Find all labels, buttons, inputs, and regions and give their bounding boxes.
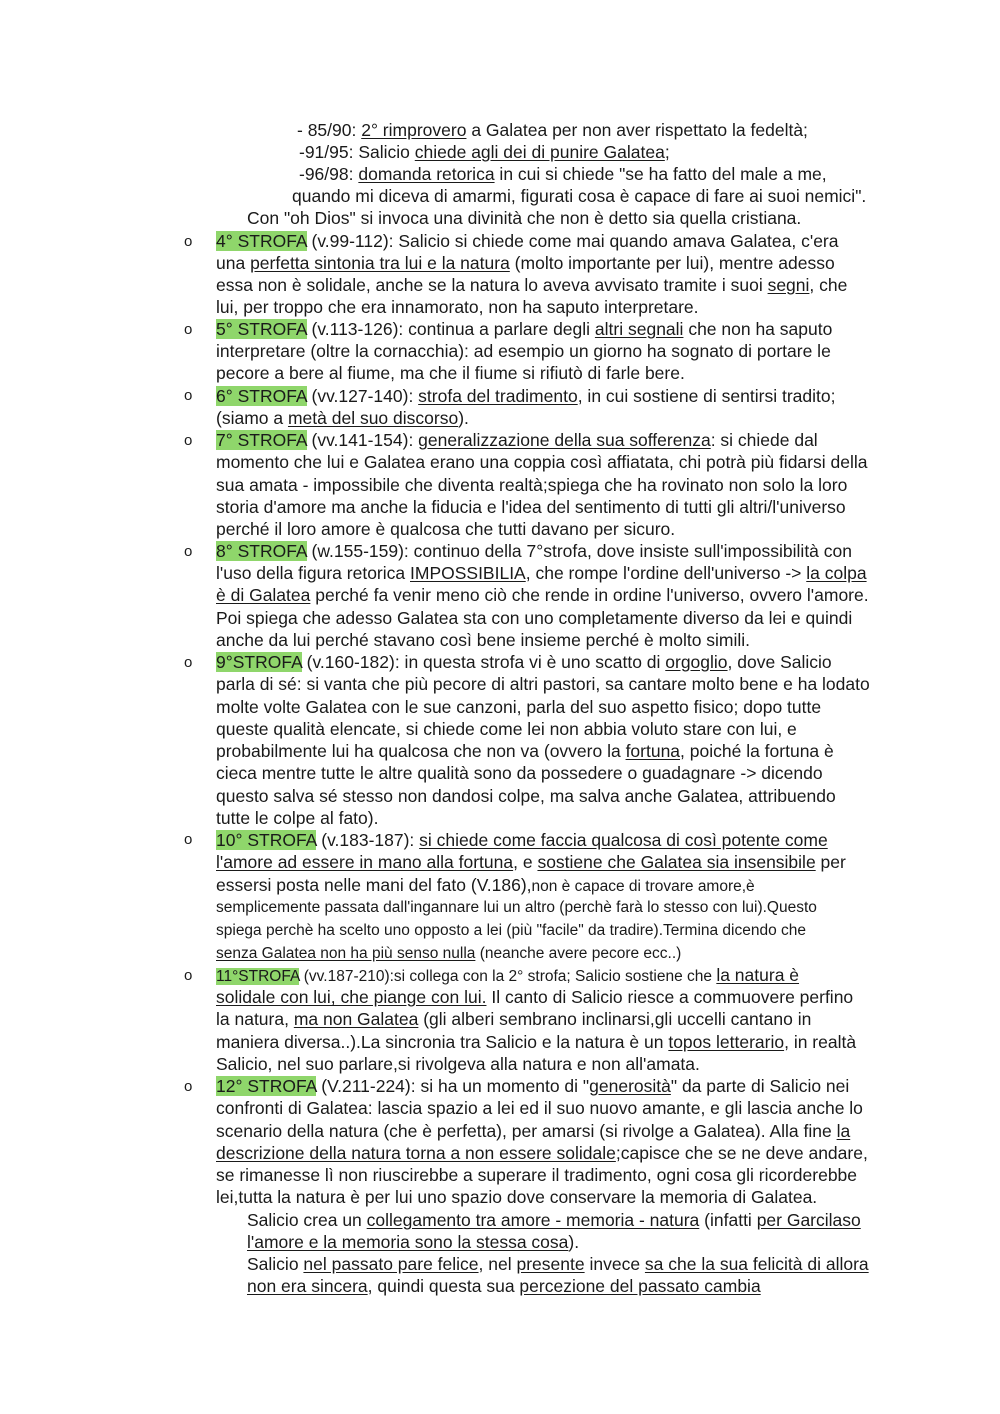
strofa-9-line: queste qualità elencate, si chiede come lei non abbia voluto stare con lui, e	[216, 719, 797, 739]
strofa-9-line: tutte le colpe al fato).	[216, 808, 379, 828]
text: la natura,	[216, 1009, 294, 1029]
strofa-12-line: confronti di Galatea: lascia spazio a lei ed il suo nuovo amante, e gli lascia anche lo	[216, 1098, 863, 1118]
underlined-text: è di Galatea	[216, 585, 311, 605]
underlined-text: orgoglio	[665, 652, 728, 672]
strofa-label: 4° STROFA	[216, 231, 307, 251]
strofa-label: 6° STROFA	[216, 386, 307, 406]
strofa-8-line	[216, 584, 869, 606]
bullet-icon: o	[184, 543, 193, 560]
text: (vv.127-140):	[306, 386, 419, 406]
text: , e	[513, 852, 538, 872]
underlined-text: l'amore e la memoria sono la stessa cosa	[247, 1232, 569, 1252]
text: (siamo a	[216, 408, 288, 428]
strofa-7-line: momento che lui e Galatea erano una coppia così affiatata, chi potrà più fidarsi della	[216, 452, 868, 472]
strofa-label: 10° STROFA	[216, 830, 317, 850]
underlined-text: metà del suo discorso	[287, 408, 459, 428]
bullet-icon: o	[184, 831, 193, 848]
underlined-text: ma non Galatea	[293, 1009, 419, 1029]
text: scenario della natura (che è perfetta), per amarsi (si rivolge a Galatea). Alla fine	[216, 1121, 837, 1141]
strofa-6-line	[216, 385, 835, 407]
text: , dove Salicio	[727, 652, 832, 672]
bullet-icon: o	[184, 321, 193, 338]
strofa-11-line	[216, 1008, 811, 1030]
text: (gli alberi sembrano inclinarsi,gli uccelli cantano in	[418, 1009, 812, 1029]
strofa-4-line	[216, 252, 835, 274]
strofa-label: 7° STROFA	[216, 430, 307, 450]
bullet-icon: o	[184, 387, 193, 404]
text: invece	[584, 1254, 645, 1274]
underlined-text: la natura è	[716, 965, 800, 985]
strofa-12-line	[216, 1142, 868, 1164]
underlined-text: altri segnali	[594, 319, 684, 339]
underlined-text: la	[836, 1121, 851, 1141]
intro-line: quando mi diceva di amarmi, figurati cosa è capace di fare ai suoi nemici".	[292, 186, 867, 206]
intro-line	[299, 141, 670, 163]
text: : si chiede dal	[710, 430, 818, 450]
bullet-icon: o	[184, 654, 193, 671]
text: (infatti	[699, 1210, 757, 1230]
underlined-text: nel passato pare felice	[303, 1254, 479, 1274]
text: (v.113-126): continua a parlare degli	[306, 319, 595, 339]
bullet-icon: o	[184, 967, 193, 984]
text: (v.160-182): in questa strofa vi è uno scatto di	[301, 652, 666, 672]
text: non è capace di trovare amore,è	[531, 878, 755, 895]
underlined-text: si chiede come faccia qualcosa di così potente come	[419, 830, 828, 850]
underlined-text: 2° rimprovero	[361, 120, 467, 140]
underlined-text: sostiene che Galatea sia insensibile	[537, 852, 816, 872]
strofa-4-line: lui, per troppo che era innamorato, non ha saputo interpretare.	[216, 297, 699, 317]
strofa-4-line	[216, 274, 847, 296]
text: che non ha saputo	[683, 319, 833, 339]
bullet-icon: o	[184, 233, 193, 250]
strofa-9-line	[216, 740, 834, 762]
text: una	[216, 253, 251, 273]
strofa-10-line: semplicemente passata dall'ingannare lui un altro (perchè farà lo stesso con lui).Questo	[216, 899, 817, 916]
strofa-label: 8° STROFA	[216, 541, 307, 561]
underlined-text: strofa del tradimento	[418, 386, 578, 406]
strofa-12-line: lei,tutta la natura è per lui uno spazio dove conservare la memoria di Galatea.	[216, 1187, 818, 1207]
text: , in realtà	[784, 1032, 857, 1052]
text: maniera diversa..).La sincronia tra Salicio e la natura è un	[216, 1032, 669, 1052]
underlined-text: la colpa	[806, 563, 867, 583]
strofa-5-line: pecore a bere al fiume, ma che il fiume si rifiutò di farle bere.	[216, 363, 685, 383]
text: , quindi questa sua	[367, 1276, 520, 1296]
underlined-text: domanda retorica	[358, 164, 495, 184]
text: Salicio crea un	[247, 1210, 367, 1230]
strofa-9-line: molte volte Galatea con le sue canzoni, parla del suo aspetto fisico; dopo tutte	[216, 697, 822, 717]
underlined-text: IMPOSSIBILIA	[410, 563, 526, 583]
text: perché fa venir meno ciò che rende in ordine l'universo, ovvero l'amore.	[310, 585, 869, 605]
strofa-9-line: questo salva sé stesso non dandosi colpe, ma salva anche Galatea, attribuendo	[216, 786, 836, 806]
strofa-10-line	[216, 943, 681, 965]
text: -96/98:	[299, 164, 359, 184]
strofa-10-line	[216, 829, 828, 851]
strofa-label: 9°STROFA	[216, 652, 302, 672]
underlined-text: perfetta sintonia tra lui e la natura	[250, 253, 510, 273]
text: (vv.141-154):	[306, 430, 419, 450]
strofa-7-line: perché il loro amore è qualcosa che tutti davano per sicuro.	[216, 519, 676, 539]
text: per	[815, 852, 846, 872]
underlined-text: sa che la sua felicità di allora	[644, 1254, 869, 1274]
text: -91/95: Salicio	[299, 142, 415, 162]
strofa-11-line	[216, 986, 853, 1008]
underlined-text: per Garcilaso	[756, 1210, 861, 1230]
underlined-text: solidale con lui, che piange con lui.	[216, 987, 487, 1007]
strofa-5-line: interpretare (oltre la cornacchia): ad esempio un giorno ha sognato di portare le	[216, 341, 831, 361]
text: , poiché la fortuna è	[680, 741, 834, 761]
strofa-11-line	[216, 964, 799, 988]
text: (v.99-112): Salicio si chiede come mai quando amava Galatea, c'era	[306, 231, 839, 251]
text: (v.183-187):	[316, 830, 420, 850]
strofa-12-line: se rimanesse lì non riuscirebbe a superare il tradimento, ogni cosa gli ricorderebbe	[216, 1165, 858, 1185]
intro-line: Con "oh Dios" si invoca una divinità che non è detto sia quella cristiana.	[247, 208, 802, 228]
underlined-text: collegamento tra amore - memoria - natura	[366, 1210, 700, 1230]
text: , in cui sostiene di sentirsi tradito;	[577, 386, 836, 406]
underlined-text: segni	[767, 275, 810, 295]
underlined-text: presente	[516, 1254, 585, 1274]
strofa-11-line: Salicio, nel suo parlare,si rivolgeva alla natura e non all'amata.	[216, 1054, 700, 1074]
text: " da parte di Salicio nei	[670, 1076, 850, 1096]
strofa-7-line	[216, 429, 818, 451]
text: (w.155-159): continuo della 7°strofa, dove insiste sull'impossibilità con	[306, 541, 852, 561]
strofa-5-line	[216, 318, 832, 340]
strofa-8-line: anche da lui perché stavano così bene insieme perché è molto simili.	[216, 630, 751, 650]
text: probabilmente lui ha qualcosa che non va (ovvero la	[216, 741, 626, 761]
strofa-12-line	[216, 1075, 849, 1097]
underlined-text: topos letterario	[668, 1032, 785, 1052]
strofa-label: 5° STROFA	[216, 319, 307, 339]
text: , che	[809, 275, 848, 295]
strofa-10-line	[216, 851, 846, 873]
strofa-label: 12° STROFA	[216, 1076, 317, 1096]
text: ).	[568, 1232, 580, 1252]
underlined-text: generalizzazione della sua sofferenza	[418, 430, 711, 450]
underlined-text: descrizione della natura torna a non essere solidale	[216, 1143, 616, 1163]
text: Il canto di Salicio riesce a commuovere perfino	[486, 987, 854, 1007]
text: Salicio	[247, 1254, 304, 1274]
text: ).	[458, 408, 469, 428]
intro-line	[299, 163, 827, 185]
text: essersi posta nelle mani del fato (V.186),	[216, 875, 532, 895]
strofa-6-line	[216, 407, 469, 429]
strofa-12-line	[216, 1120, 850, 1142]
text: l'uso della figura retorica	[216, 563, 410, 583]
strofa-label: 11°STROFA	[216, 968, 300, 985]
closing-line	[247, 1253, 869, 1275]
text: in cui si chiede "se ha fatto del male a me,	[494, 164, 827, 184]
strofa-10-line	[216, 874, 755, 898]
text: ;	[664, 142, 670, 162]
bullet-icon: o	[184, 1078, 193, 1095]
closing-line	[247, 1209, 861, 1231]
text: ;capisce che se ne deve andare,	[615, 1143, 868, 1163]
strofa-10-line: spiega perchè ha scelto uno opposto a lei (più "facile" da tradire).Termina dicendo che	[216, 922, 807, 939]
text: (vv.187-210):si collega con la 2° strofa; Salicio sostiene che	[299, 968, 717, 985]
strofa-7-line: storia d'amore ma anche la fiducia e l'idea del sentimento di tutti gli altri/l'universo	[216, 497, 846, 517]
text: essa non è solidale, anche se la natura lo aveva avvisato tramite i suoi	[216, 275, 768, 295]
strofa-8-line	[216, 562, 867, 584]
strofa-8-line: Poi spiega che adesso Galatea sta con uno completamente diverso da lei e quindi	[216, 608, 853, 628]
text: , che rompe l'ordine dell'universo ->	[525, 563, 807, 583]
strofa-9-line	[216, 651, 832, 673]
closing-line	[247, 1275, 761, 1297]
underlined-text: generosità	[589, 1076, 671, 1096]
strofa-4-line	[216, 230, 839, 252]
strofa-9-line: cieca mentre tutte le altre qualità sono da possedere o guadagnare -> dicendo	[216, 763, 823, 783]
text: , nel	[478, 1254, 517, 1274]
underlined-text: senza Galatea non ha più senso nulla	[216, 945, 476, 962]
text: a Galatea per non aver rispettato la fedeltà;	[466, 120, 808, 140]
text: (V.211-224): si ha un momento di "	[316, 1076, 590, 1096]
closing-line	[247, 1231, 579, 1253]
underlined-text: chiede agli dei di punire Galatea	[414, 142, 665, 162]
strofa-9-line: parla di sé: si vanta che più pecore di altri pastori, sa cantare molto bene e ha lodato	[216, 674, 870, 694]
strofa-7-line: sua amata - impossibile che diventa realtà;spiega che ha rovinato non solo la loro	[216, 475, 848, 495]
text: (molto importante per lui), mentre adesso	[509, 253, 835, 273]
bullet-icon: o	[184, 432, 193, 449]
strofa-11-line	[216, 1031, 856, 1053]
underlined-text: fortuna	[625, 741, 681, 761]
strofa-8-line	[216, 540, 852, 562]
text: (neanche avere pecore ecc..)	[475, 945, 682, 962]
intro-line	[297, 119, 808, 141]
underlined-text: non era sincera	[247, 1276, 368, 1296]
text: - 85/90:	[297, 120, 362, 140]
underlined-text: l'amore ad essere in mano alla fortuna	[216, 852, 514, 872]
underlined-text: percezione del passato cambia	[519, 1276, 761, 1296]
